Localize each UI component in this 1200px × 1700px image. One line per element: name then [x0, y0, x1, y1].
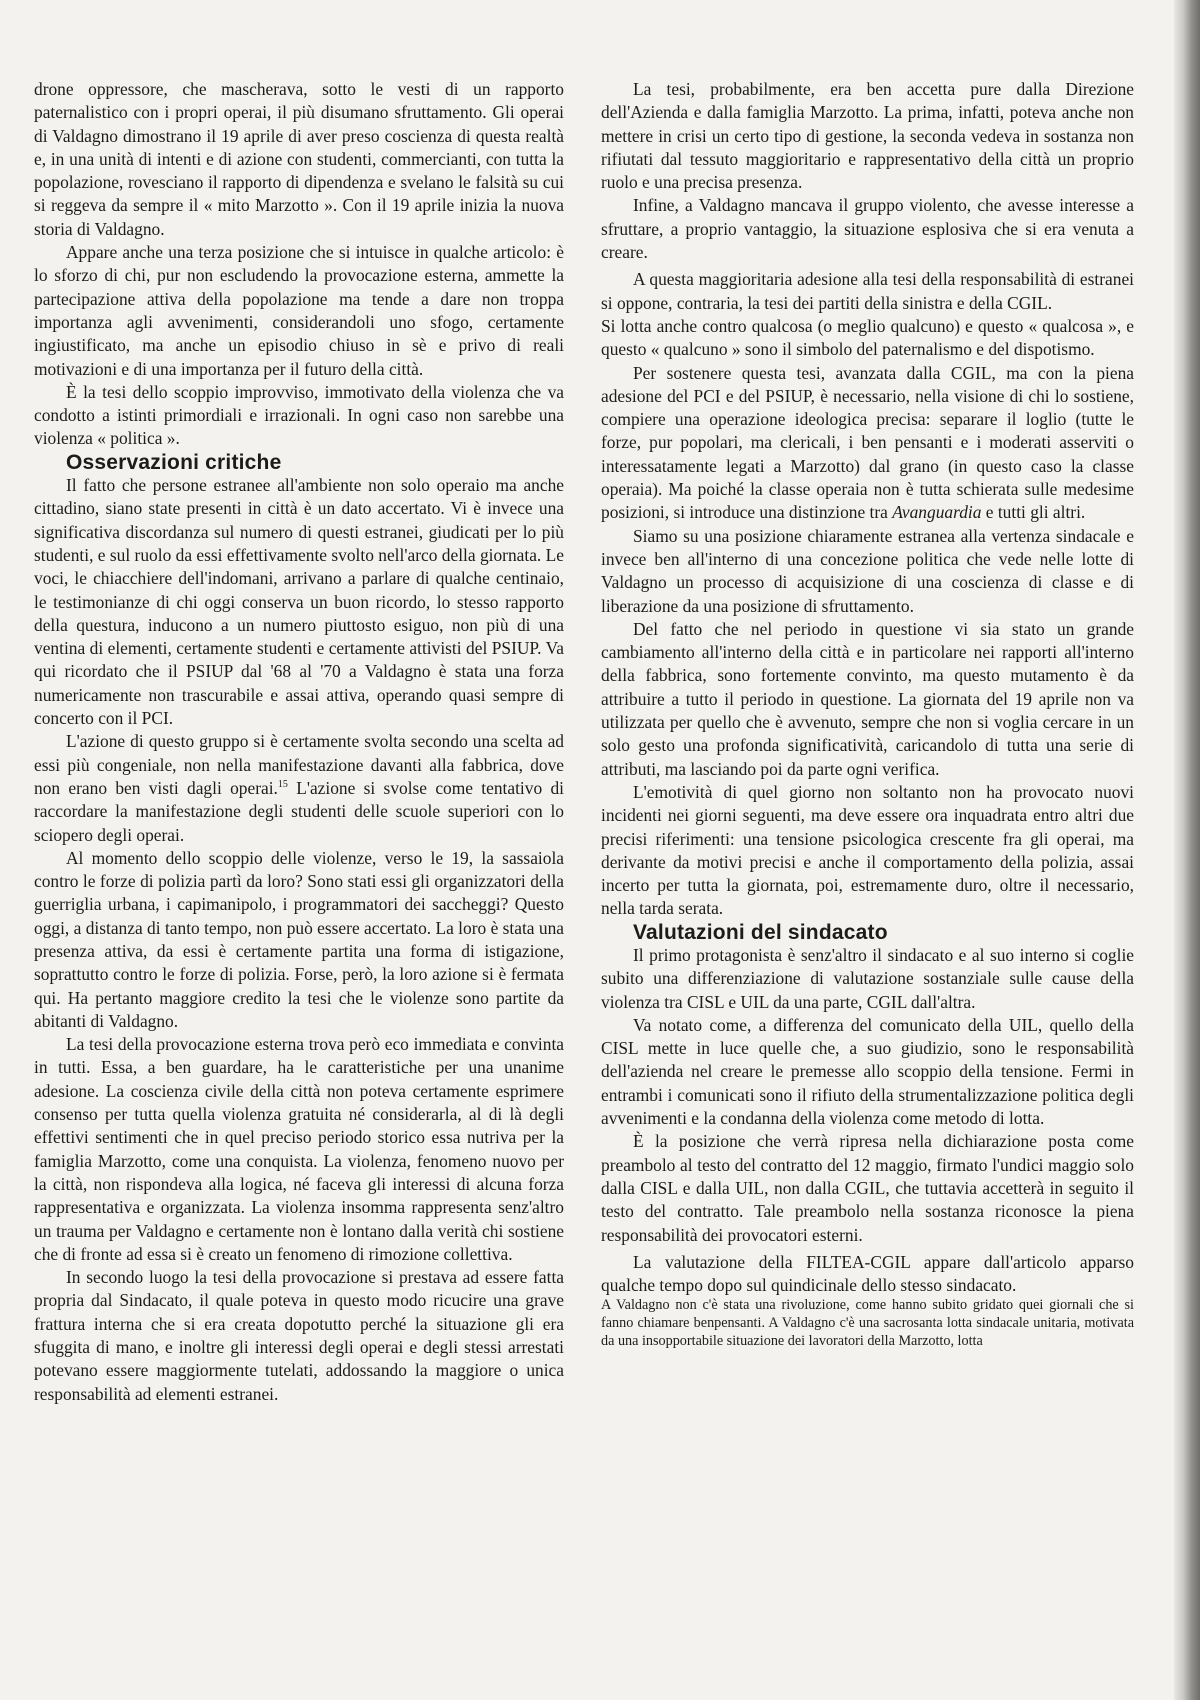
- left-column: [34, 78, 564, 1406]
- paragraph: Va notato come, a differenza del comunicato della UIL, quello della CISL mette in luce quelle che, a suo giudizio, sono le responsabilità dell'azienda nel creare le premesse allo scoppio della tensione. Fermi in entrambi i comunicati sono il rifiuto della strumentalizzazione politica degli avvenimenti e la condanna della violenza come metodo di lotta.: [601, 1014, 1134, 1129]
- paragraph: [34, 730, 564, 846]
- paragraph: Siamo su una posizione chiaramente estranea alla vertenza sindacale e invece ben all'interno di una concezione politica che vede nelle lotte di Valdagno un processo di acquisizione di una coscienza di classe e di liberazione da una posizione di sfruttamento.: [601, 525, 1134, 616]
- paragraph: Del fatto che nel periodo in questione vi sia stato un grande cambiamento all'interno della città e in particolare nei rapporti all'interno della fabbrica, sono fortemente convinto, ma questo mutamento è da attribuire a tutto il periodo in questione. La giornata del 19 aprile non va utilizzata per quello che è avvenuto, sempre che non si voglia cercare in un solo gesto una profonda significatività, caricandolo di tutta una serie di attributi, ma lasciando poi da parte ogni verifica.: [601, 618, 1134, 779]
- paragraph: È la posizione che verrà ripresa nella dichiarazione posta come preambolo al testo del contratto del 12 maggio, firmato l'undici maggio solo dalla CISL e dalla UIL, non dalla CGIL, che tuttavia accetterà in seguito il testo del contratto. Tale preambolo nella sostanza riconosce la piena responsabilità dei provocatori esterni.: [601, 1131, 1134, 1245]
- paragraph-text: L'azione si svolse come tentativo di raccordare la manifestazione degli studenti delle scuole superiori con lo sciopero degli operai.: [34, 777, 564, 845]
- paragraph: La valutazione della FILTEA-CGIL appare dall'articolo apparso qualche tempo dopo sul quindicinale dello stesso sindacato.: [601, 1251, 1134, 1296]
- paragraph: In secondo luogo la tesi della provocazione si prestava ad essere fatta propria dal Sindacato, il quale poteva in questo modo ricucire una grave frattura interna che si era creata dopotutto perché la situazione gli era sfuggita di mano, e inoltre gli interessi degli operai e degli stessi arrestati potevano essere maggiormente tutelati, addossando la maggiore o unica responsabilità ad elementi estranei.: [34, 1267, 564, 1404]
- paragraph: [601, 362, 1134, 525]
- right-column: [601, 78, 1134, 1350]
- paragraph: Al momento dello scoppio delle violenze, verso le 19, la sassaiola contro le forze di polizia partì da loro? Sono stati essi gli organizzatori della guerriglia urbana, i capimanipolo, i programmatori dei saccheggi? Questo oggi, a distanza di tanto tempo, non può essere accertato. La loro è stata una presenza attiva, da essi è certamente partita una forma di istigazione, soprattutto contro le forze di polizia. Forse, però, la loro azione si è fermata qui. Ha pertanto maggiore credito la tesi che le violenze sono partite da abitanti di Valdagno.: [34, 847, 564, 1031]
- paragraph: Il primo protagonista è senz'altro il sindacato e al suo interno si coglie subito una differenziazione di valutazione sostanziale sulle cause della violenza tra CISL e UIL da una parte, CGIL dall'altra.: [601, 944, 1134, 1012]
- paragraph-text: e tutti gli altri.: [981, 502, 1086, 523]
- paragraph: drone oppressore, che mascherava, sotto le vesti di un rapporto paternalistico con i propri operai, il più disumano sfruttamento. Gli operai di Valdagno dimostrano il 19 aprile di aver preso coscienza di questa realtà e, in una unità di intenti e di azione con studenti, commercianti, con tutta la popolazione, rovesciano il rapporto di dipendenza e svelano le falsità su cui si reggeva da sempre il « mito Marzotto ». Con il 19 aprile inizia la nuova storia di Valdagno.: [34, 79, 564, 239]
- paragraph-text: Per sostenere questa tesi, avanzata dalla CGIL, ma con la piena adesione del PCI e del PSIUP, è necessario, nella visione di chi lo sostiene, compiere una operazione ideologica precisa: separare il loglio (tutte le forze, pur popolari, ma clericali, i ben pensanti e i moderati asserviti o interessatamente legati a Marzotto) dal grano (in questo caso la classe operaia). Ma poiché la classe operaia non è tutta schierata sulle medesime posizioni, si introduce una distinzione tra: [601, 362, 1134, 523]
- paragraph: La tesi, probabilmente, era ben accetta pure dalla Direzione dell'Azienda e dalla famiglia Marzotto. La prima, infatti, poteva anche non mettere in crisi un certo tipo di gestione, la seconda vedeva in sostanza non rifiutati dal tessuto maggioritario e rappresentativo della città un proprio ruolo e una precisa presenza.: [601, 79, 1134, 193]
- emphasis-text: Avanguardia: [892, 502, 982, 523]
- footnote-ref: 15: [277, 779, 288, 791]
- paragraph: L'emotività di quel giorno non soltanto non ha provocato nuovi incidenti nei giorni seguenti, ma deve essere ora inquadrata entro altri due precisi riferimenti: una tensione psicologica crescente fra gli operai, ma derivante da motivi precisi e anche il comportamento della polizia, assai incerto per tutta la giornata, poi, estremamente duro, oltre il necessario, nella tarda serata.: [601, 781, 1134, 919]
- paragraph: Infine, a Valdagno mancava il gruppo violento, che avesse interesse a sfruttare, a proprio vantaggio, la situazione esplosiva che si era venuta a creare.: [601, 195, 1134, 263]
- paragraph: È la tesi dello scoppio improvviso, immotivato della violenza che va condotto a istinti primordiali e irrazionali. In ogni caso non sarebbe una violenza « politica ».: [34, 381, 564, 449]
- section-heading-osservazioni: Osservazioni critiche: [66, 450, 282, 474]
- paragraph: Appare anche una terza posizione che si intuisce in qualche articolo: è lo sforzo di chi, pur non escludendo la provocazione esterna, ammette la partecipazione attiva della popolazione ma tende a dare non troppa importanza agli avvenimenti, considerandoli uno sfogo, certamente ingiustificato, ma anche un episodio chiuso in sè e privo di reali motivazioni e di una importanza per il futuro della città.: [34, 242, 564, 379]
- section-heading-valutazioni: Valutazioni del sindacato: [633, 920, 888, 944]
- page-edge-shadow: [1174, 0, 1200, 1700]
- block-quote: A Valdagno non c'è stata una rivoluzione, come hanno subito gridato quei giornali che si fanno chiamare benpensanti. A Valdagno c'è una sacrosanta lotta sindacale unitaria, motivata da una insopportabile situazione dei lavoratori della Marzotto, lotta: [601, 1297, 1134, 1349]
- paragraph: Si lotta anche contro qualcosa (o meglio qualcuno) e questo « qualcosa », e questo « qualcuno » sono il simbolo del paternalismo e del dispotismo.: [601, 315, 1134, 360]
- paragraph: La tesi della provocazione esterna trova però eco immediata e convinta in tutti. Essa, a ben guardare, ha le caratteristiche per una unanime adesione. La coscienza civile della città non poteva certamente esprimere consenso per tutta quella violenza gratuita né considerarla, al di là degli effettivi sentimenti che in quel preciso periodo storico essa nutriva per la famiglia Marzotto, come una conquista. La violenza, fenomeno nuovo per la città, non rispondeva alla logica, né faceva gli interessi di alcuna forza rappresentativa e organizzata. La violenza insomma rappresenta senz'altro un trauma per Valdagno e certamente non è lontano dalla verità chi sostiene che di fronte ad essa si è creato un fenomeno di rimozione collettiva.: [34, 1034, 564, 1264]
- paragraph: A questa maggioritaria adesione alla tesi della responsabilità di estranei si oppone, contraria, la tesi dei partiti della sinistra e della CGIL.: [601, 269, 1134, 313]
- paragraph-text: L'azione di questo gruppo si è certamente svolta secondo una scelta ad essi più congeniale, non nella manifestazione davanti alla fabbrica, dove non erano ben visti dagli operai.: [34, 731, 564, 798]
- paragraph: Il fatto che persone estranee all'ambiente non solo operaio ma anche cittadino, siano state presenti in città è un dato accertato. Vi è invece una significativa discordanza sul numero di questi estranei, giudicati per lo più studenti, e sul ruolo da essi effettivamente svolto nell'arco della giornata. Le voci, le chiacchiere dell'indomani, arrivano a parlare di qualche centinaio, le testimonianze di chi oggi conserva un buon ricordo, lo stesso rapporto della questura, inducono a un numero piuttosto esiguo, non più di una ventina di elementi, certamente studenti e certamente attivisti del PSIUP. Va qui ricordato che il PSIUP dal '68 al '70 a Valdagno è stata una forza numericamente non trascurabile e assai attiva, operando quasi sempre di concerto con il PCI.: [34, 475, 564, 729]
